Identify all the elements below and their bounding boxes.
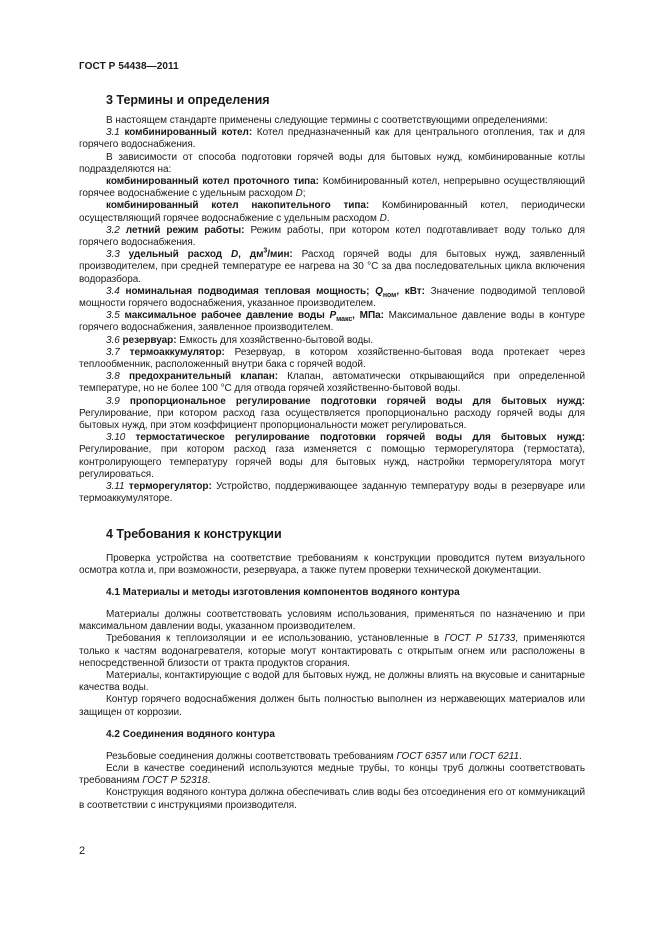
term-3-2: 3.2 летний режим работы: Режим работы, при котором котел подготавливает воду только для горячего водоснабжения. [79,224,585,249]
term-3-8: 3.8 предохранительный клапан: Клапан, автоматически открывающийся при определенной температуре, но не более 100 °С для отвода горячей хозяйственно-бытовой воды. [79,371,585,395]
term-3-4: 3.4 номинальная подводимая тепловая мощность; $Q_{ном}$, кВт: Значение подводимой тепловой мощности горячего водоснабжения, указанное производителем. [79,285,585,310]
term-3-5: 3.5 максимальное рабочее давление воды $P_{макс}$, МПа: Максимальное давление воды в контуре горячего водоснабжения, заявленное производителем. [79,310,585,334]
section-4-2-title: 4.2 Соединения водяного контура [106,728,275,740]
term-3-1-subdivision: В зависимости от способа подготовки горячей воды для бытовых нужд, комбинированные котлы подразделяются на: [79,151,585,175]
section-4-intro: Проверка устройства на соответствие требованиям к конструкции проводится путем визуального осмотра котла и, при возможности, резервуара, а также путем проверки технической документации. [79,552,585,576]
section-4-1-para-2: Требования к теплоизоляции и ее использованию, установленные в ГОСТ Р 51733, применяются только к частям водонагревателя, которые могут контактировать с открытым огнем или расположены в непосредственной близости от тракта продуктов сгорания. [79,633,585,669]
term-3-11: 3.11 терморегулятор: Устройство, поддерживающее заданную температуру воды в резервуаре или термоаккумуляторе. [79,481,585,505]
term-combined-flow-type: комбинированный котел проточного типа: Комбинированный котел, непрерывно осуществляющий горячее водоснабжение с удельным расходом D; [79,176,585,200]
section-3-title: 3 Термины и определения [106,93,270,107]
document-body [79,92,585,812]
section-3-intro: В настоящем стандарте применены следующие термины с соответствующими определениями: [106,115,548,126]
document-header-id: ГОСТ Р 54438—2011 [79,61,179,72]
section-4-1-para-4: Контур горячего водоснабжения должен быть полностью выполнен из нержавеющих материалов или защищен от коррозии. [79,694,585,718]
term-3-6: 3.6 резервуар: Емкость для хозяйственно-бытовой воды. [106,334,373,346]
section-4-1-para-1: Материалы должны соответствовать условиям использования, применяться по назначению и при максимальном давлении воды, указанном производителем. [79,608,585,633]
section-4-2-para-2: Если в качестве соединений используются медные трубы, то концы труб должны соответствовать требованиям ГОСТ Р 52318. [79,762,585,787]
page-number: 2 [79,845,86,857]
term-combined-storage-type: комбинированный котел накопительного типа: Комбинированный котел, периодически осуществляющий горячее водоснабжение с удельным расходом D. [79,200,585,224]
section-4-2-para-1: Резьбовые соединения должны соответствовать требованиям ГОСТ 6357 или ГОСТ 6211. [106,750,522,762]
section-4-2-para-3: Конструкция водяного контура должна обеспечивать слив воды без отсоединения его от коммуникаций в соответствии с инструкциями производителя. [79,787,585,811]
section-4-1-para-3: Материалы, контактирующие с водой для бытовых нужд, не должны влиять на вкусовые и санитарные качества воды. [79,669,585,694]
section-4-1-title: 4.1 Материалы и методы изготовления компонентов водяного контура [106,586,460,598]
term-3-10: 3.10 термостатическое регулирование подготовки горячей воды для бытовых нужд: Регулирование, при котором расход газа изменяется с помощью терморегулятора (термостата), контролирующего температуру горячей воды для бытовых нужд, настройки терморегулятора могут регулироваться. [79,432,585,480]
section-4-title: 4 Требования к конструкции [106,526,282,541]
term-3-9: 3.9 пропорциональное регулирование подготовки горячей воды для бытовых нужд: Регулирование, при котором расход газа осуществляется пропорционально расходу горячей воды для бытовых нужд, при этом коэффициент пропорциональности может регулироваться. [79,395,586,432]
term-3-7: 3.7 термоаккумулятор: Резервуар, в котором хозяйственно-бытовая вода протекает через теплообменник, расположенный внутри бака с горячей водой. [79,346,585,371]
term-3-1: 3.1 комбинированный котел: Котел предназначенный как для центрального отопления, так и для горячего водоснабжения. [79,127,585,151]
term-3-3: 3.3 удельный расход D, $дм^3$/мин: Расход горячей воды для бытовых нужд, заявленный производителем, при средней температуре ее нагрева на 30 °С за два последовательных цикла включения водоразбора. [79,247,585,285]
